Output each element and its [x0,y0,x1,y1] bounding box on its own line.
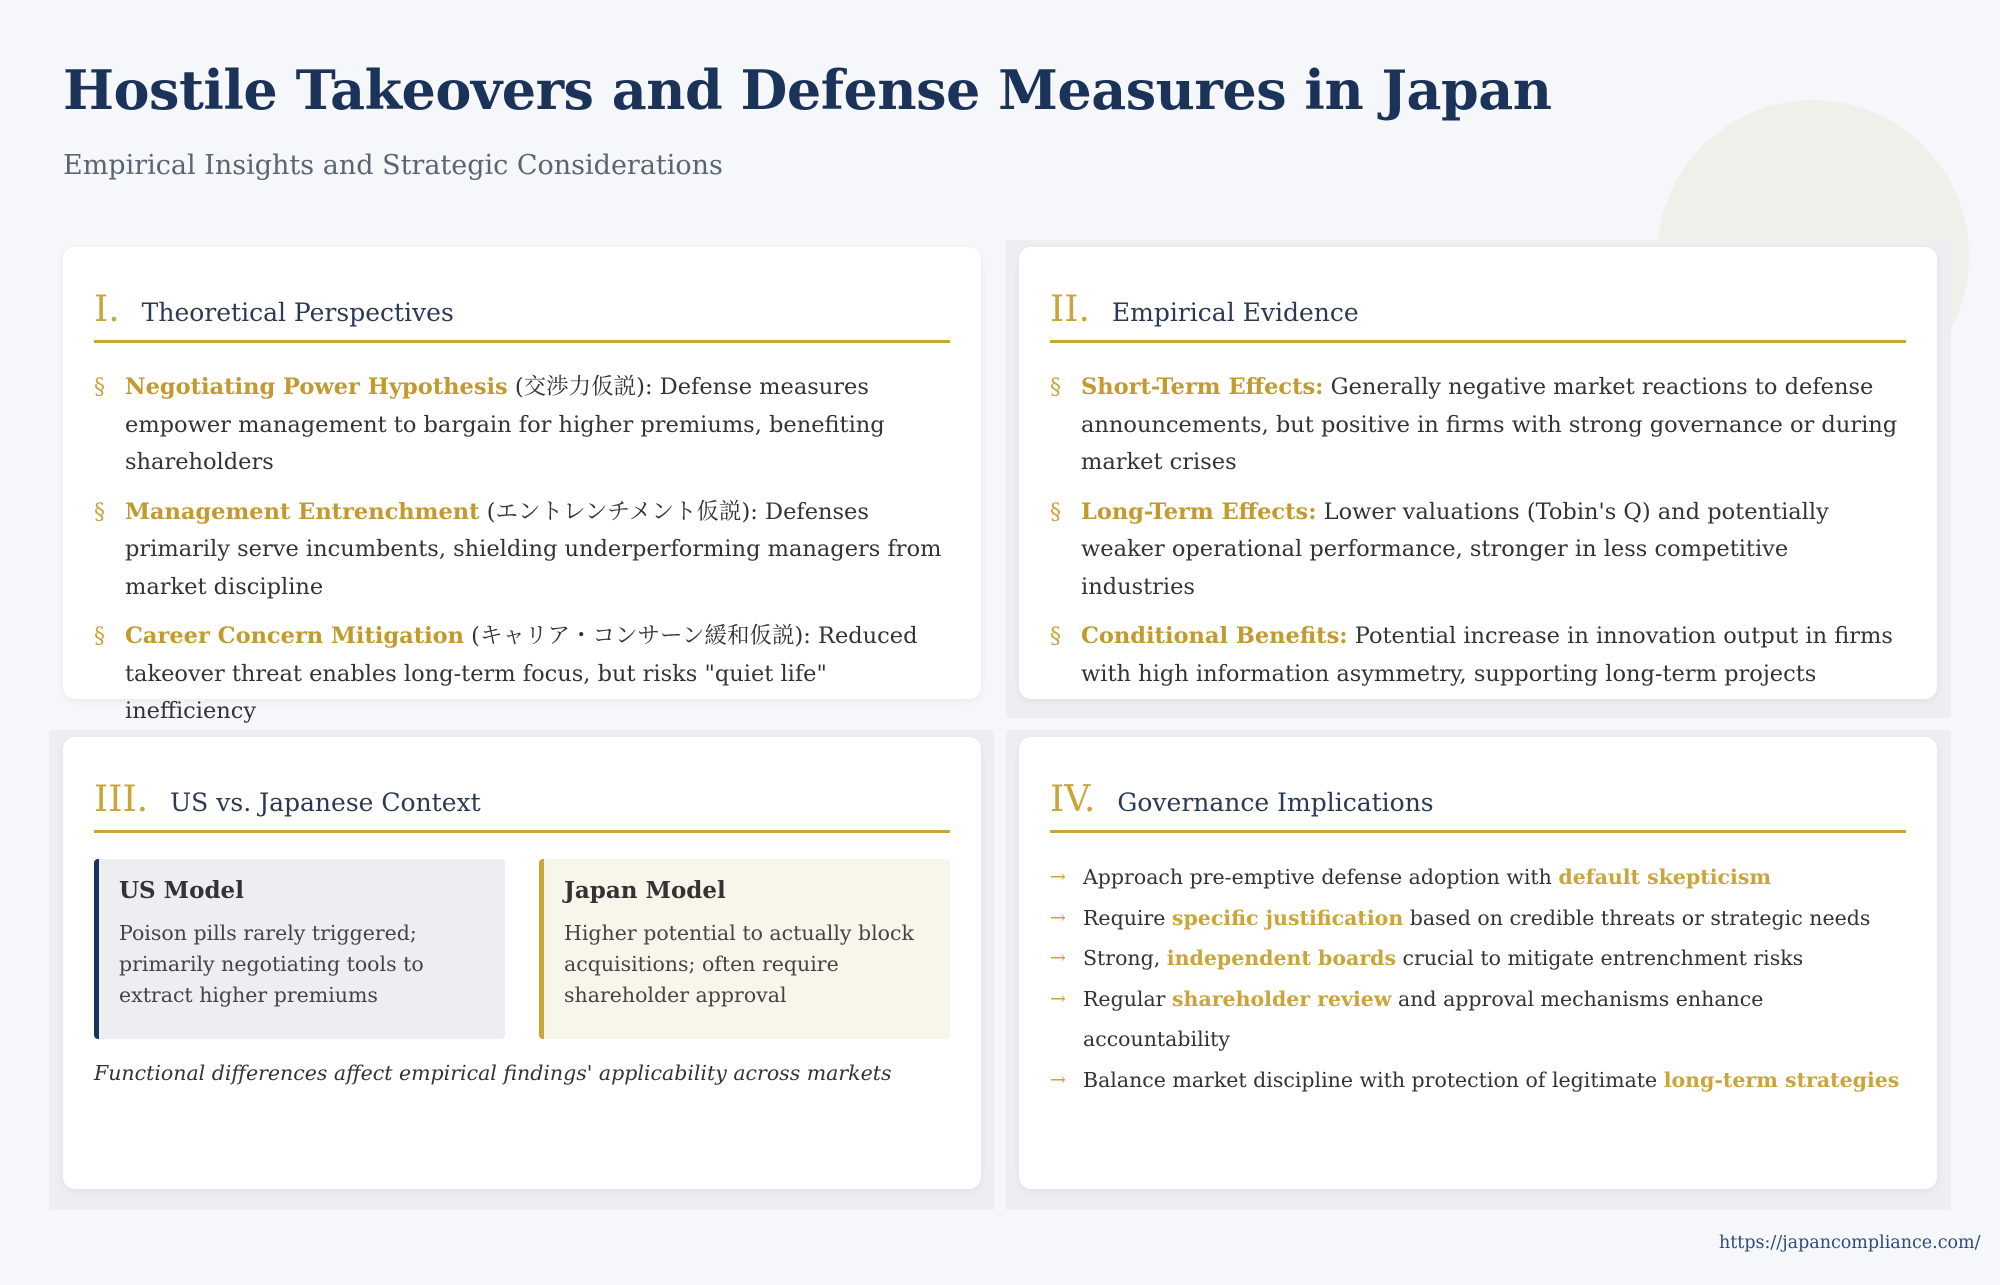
item-text: (キャリア・コンサーン緩和仮説): Reduced takeover threat enables long-term focus, but risks "quiet life" inefficiency [125,623,918,724]
item-text: Regular [1083,986,1172,1011]
section-sign-icon: § [94,375,105,400]
item-text: and approval mechanisms enhance accountability [1083,986,1764,1051]
list-item [94,494,950,607]
japan-model-text: Higher potential to actually block acquisitions; often require shareholder approval [564,921,914,1007]
section-numeral: IV. [1050,779,1096,820]
list-item [1050,938,1906,979]
japan-model-title: Japan Model [564,877,726,904]
item-term: Short-Term Effects: [1081,374,1324,400]
section-sign-icon: § [1050,375,1061,400]
item-highlight: independent boards [1166,946,1397,970]
item-highlight: shareholder review [1172,986,1392,1011]
source-url-link[interactable]: https://japancompliance.com/ [1719,1233,1981,1253]
item-highlight: default skepticism [1558,865,1772,889]
section-sign-icon: § [94,624,105,649]
arrow-right-icon: → [1050,1068,1066,1091]
arrow-right-icon: → [1050,947,1066,969]
section-sign-icon: § [1050,624,1061,649]
section-numeral: II. [1050,289,1090,330]
list-item [1050,369,1906,482]
governance-list [1050,857,1906,1100]
section-title: Theoretical Perspectives [141,298,454,327]
item-highlight: long-term strategies [1663,1067,1900,1092]
list-item [1050,979,1906,1060]
evidence-list [1050,369,1906,693]
page-title: Hostile Takeovers and Defense Measures in Japan [63,58,1552,122]
card-empirical-evidence [1019,247,1937,699]
list-item [1050,618,1906,693]
item-text: Lower valuations (Tobin's Q) and potentially weaker operational performance, stronger in less competitive industries [1081,498,1829,600]
item-text: Balance market discipline with protection of legitimate [1083,1067,1664,1092]
item-term: Negotiating Power Hypothesis [125,374,508,400]
item-highlight: specific justification [1171,905,1404,930]
card-theoretical-perspectives [63,247,981,724]
section-title: US vs. Japanese Context [170,788,481,817]
card-header [94,289,950,343]
item-text: (エントレンチメント仮説): Defenses primarily serve incumbents, shielding underperforming managers from market discipline [125,498,942,600]
us-model-box [94,859,505,1039]
item-term: Career Concern Mitigation [125,623,465,649]
card-header [1050,779,1906,833]
section-title: Empirical Evidence [1111,298,1359,327]
card-header [94,779,950,833]
arrow-right-icon: → [1050,906,1066,929]
page-subtitle: Empirical Insights and Strategic Considerations [63,150,723,181]
context-footnote: Functional differences affect empirical findings' applicability across markets [94,1061,892,1085]
arrow-right-icon: → [1050,866,1066,888]
list-item [94,618,950,731]
theory-list [94,369,950,731]
section-numeral: I. [94,289,120,330]
card-us-vs-japan-context [63,737,981,1189]
us-model-title: US Model [119,877,244,904]
item-text: crucial to mitigate entrenchment risks [1396,946,1804,970]
list-item [94,369,950,482]
card-governance-implications [1019,737,1937,1189]
item-text: Potential increase in innovation output in firms with high information asymmetry, supporting long-term projects [1081,623,1893,687]
item-term: Management Entrenchment [125,498,480,525]
section-sign-icon: § [1050,499,1061,525]
us-model-text: Poison pills rarely triggered; primarily negotiating tools to extract higher premiums [119,921,424,1007]
japan-model-box [539,859,950,1039]
item-text: Require [1083,905,1172,930]
model-comparison [94,859,950,1039]
list-item [1050,898,1906,939]
item-text: Approach pre-emptive defense adoption with [1083,865,1559,889]
list-item [1050,857,1906,898]
card-header [1050,289,1906,343]
item-text: (交渉力仮説): Defense measures empower management to bargain for higher premiums, benefiting shareholders [125,374,885,475]
section-title: Governance Implications [1117,788,1434,817]
item-text: Strong, [1083,946,1167,970]
arrow-right-icon: → [1050,987,1066,1010]
section-numeral: III. [94,779,149,820]
section-sign-icon: § [94,499,105,525]
list-item [1050,1060,1906,1101]
item-term: Conditional Benefits: [1081,623,1348,649]
item-text: Generally negative market reactions to defense announcements, but positive in firms with strong governance or during market crises [1081,374,1898,475]
item-term: Long-Term Effects: [1081,498,1317,525]
item-text: based on credible threats or strategic needs [1403,905,1871,930]
list-item [1050,494,1906,607]
